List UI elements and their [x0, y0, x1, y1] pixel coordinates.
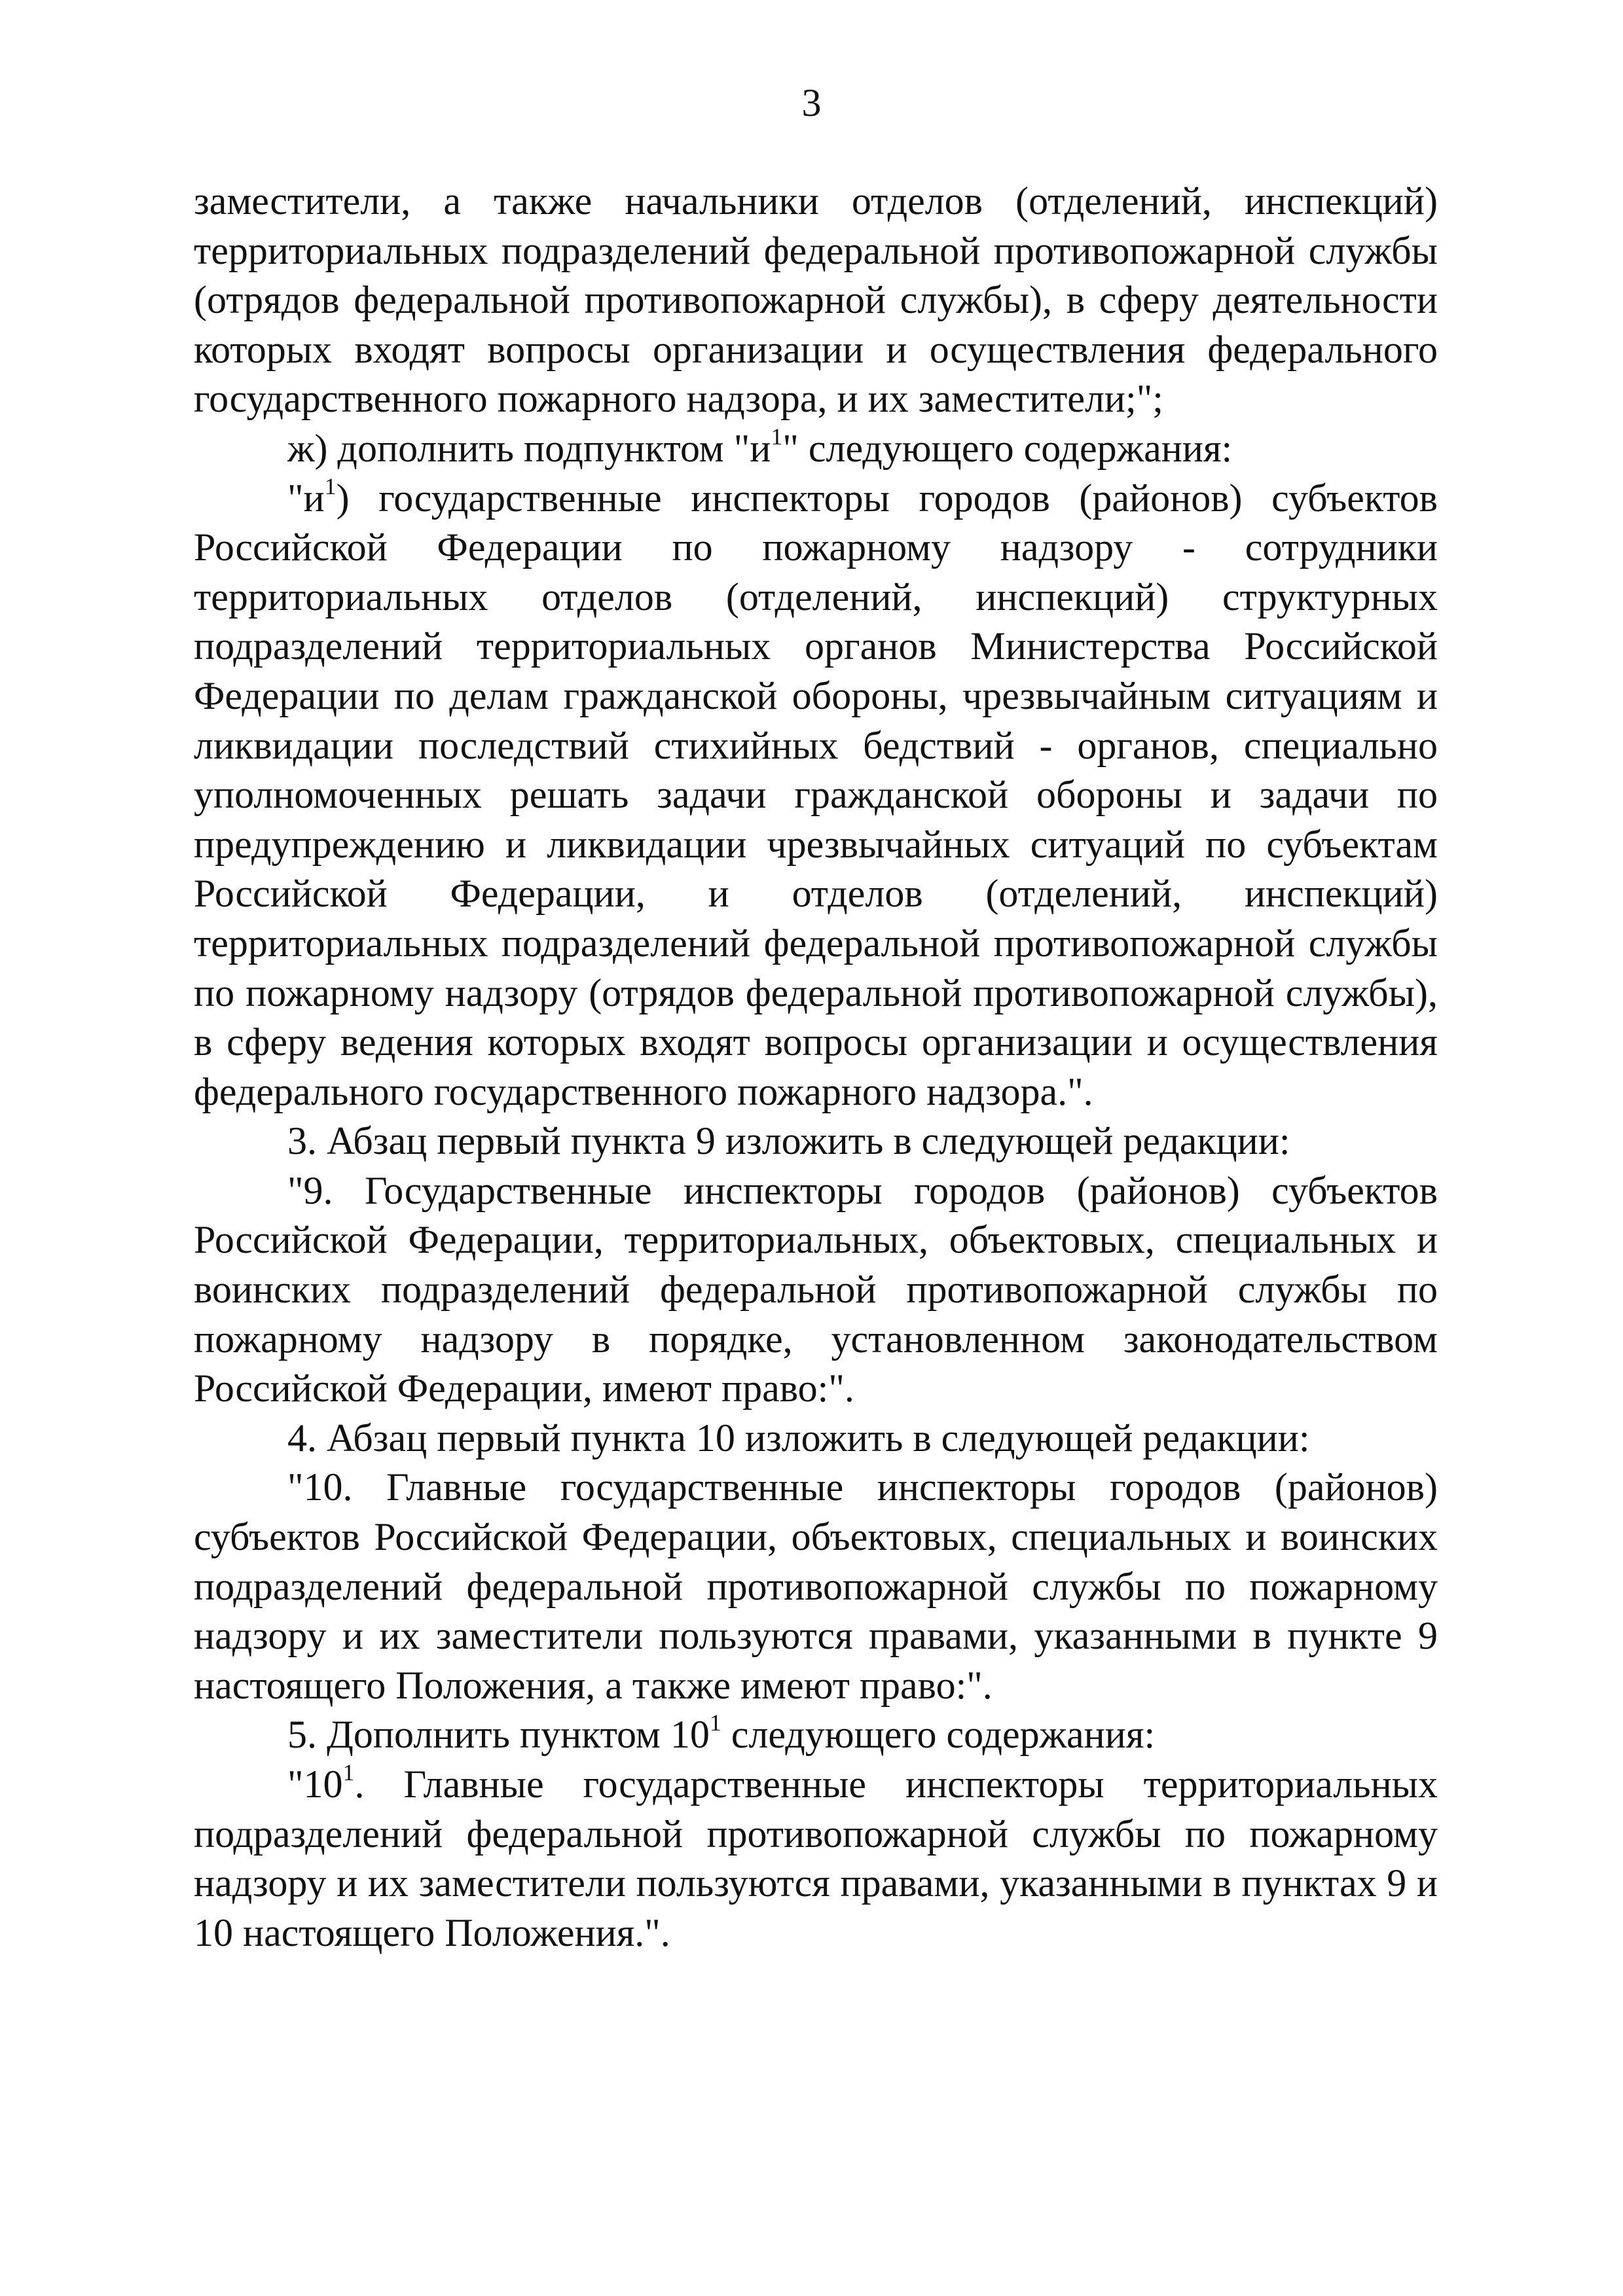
paragraph-item-5 — [194, 1710, 1438, 1760]
paragraph-text: . Главные государственные инспекторы территориальных подразделений федеральной противопожарной службы по пожарному надзору и их заместители пользуются правами, указанными в пунктах 9 и 10 настоящего Положения.". — [194, 1763, 1438, 1954]
paragraph-text: ) государственные инспекторы городов (районов) субъектов Российской Федерации по пожарному надзору - сотрудники территориальных отделов (отделений, инспекций) структурных подразделений территориальных органов Министерства Российской Федерации по делам гражданской обороны, чрезвычайным ситуациям и ликвидации последствий стихийных бедствий - органов, специально уполномоченных решать задачи гражданской обороны и задачи по предупреждению и ликвидации чрезвычайных ситуаций по субъектам Российской Федерации, и отделов (отделений, инспекций) территориальных подразделений федеральной противопожарной службы по пожарному надзору (отрядов федеральной противопожарной службы), в сферу ведения которых входят вопросы организации и осуществления федерального государственного пожарного надзора.". — [194, 476, 1438, 1113]
paragraph-amendment-zh — [194, 424, 1438, 474]
paragraph-item-3 — [194, 1117, 1438, 1166]
paragraph-text: "9. Государственные инспекторы городов (районов) субъектов Российской Федерации, территориальных, объектовых, специальных и воинских подразделений федеральной противопожарной службы по пожарному надзору в порядке, установленном законодательством Российской Федерации, имеют право:". — [194, 1168, 1438, 1410]
paragraph-continuation — [194, 177, 1438, 424]
paragraph-text: "10. Главные государственные инспекторы городов (районов) субъектов Российской Федерации, объектовых, специальных и воинских подразделений федеральной противопожарной службы по пожарному надзору и их заместители пользуются правами, указанными в пункте 9 настоящего Положения, а также имеют право:". — [194, 1465, 1438, 1707]
superscript: 1 — [342, 1759, 355, 1785]
superscript: 1 — [709, 1710, 721, 1736]
paragraph-text: "10 — [287, 1763, 343, 1806]
paragraph-text: 5. Дополнить пунктом 10 — [287, 1713, 710, 1757]
paragraph-quote-9 — [194, 1166, 1438, 1414]
paragraph-subitem-i1 — [194, 474, 1438, 1117]
paragraph-text: "и — [287, 476, 325, 520]
paragraph-quote-10-1 — [194, 1760, 1438, 1958]
page-number: 3 — [801, 81, 822, 124]
paragraph-text: следующего содержания: — [721, 1713, 1156, 1757]
paragraph-text: " следующего содержания: — [782, 426, 1233, 470]
paragraph-item-4 — [194, 1414, 1438, 1463]
paragraph-text: заместители, а также начальники отделов (отделений, инспекций) территориальных подразделений федеральной противопожарной службы (отрядов федеральной противопожарной службы), в сферу деятельности которых входят вопросы организации и осуществления федерального государственного пожарного надзора, и их заместители;"; — [194, 179, 1438, 421]
superscript: 1 — [324, 473, 337, 499]
paragraph-text: 3. Абзац первый пункта 9 изложить в следующей редакции: — [287, 1119, 1290, 1163]
paragraph-text: ж) дополнить подпунктом "и — [287, 426, 771, 470]
paragraph-text: 4. Абзац первый пункта 10 изложить в следующей редакции: — [287, 1416, 1310, 1460]
paragraph-quote-10 — [194, 1463, 1438, 1710]
document-body — [194, 177, 1438, 1958]
superscript: 1 — [771, 423, 783, 450]
